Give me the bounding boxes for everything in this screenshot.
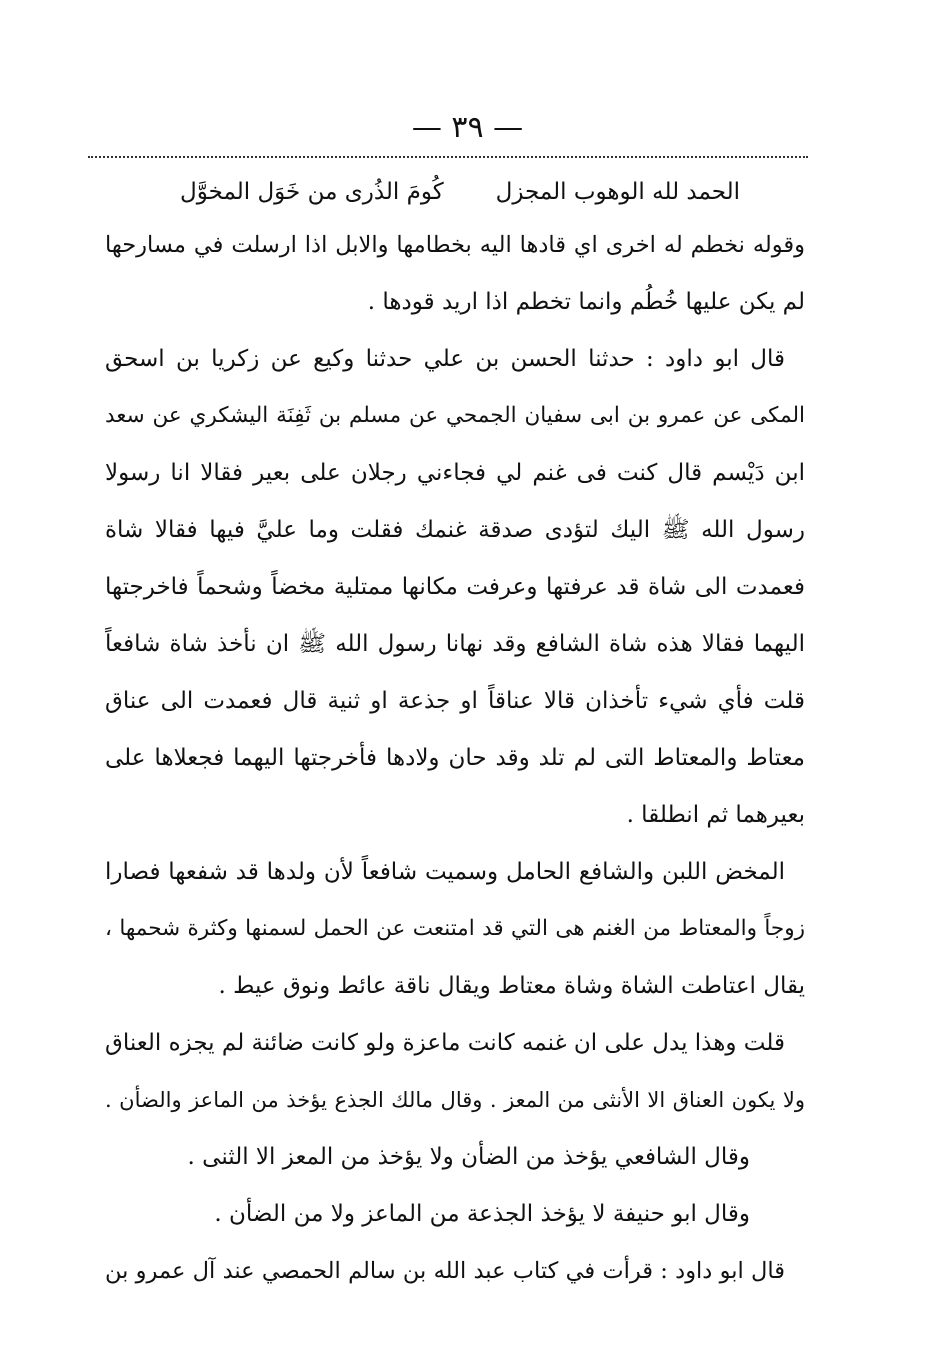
text-line: يقال اعتاطت الشاة وشاة معتاط ويقال ناقة عائط ونوق عيط .: [218, 973, 805, 999]
text-line: المكى عن عمرو بن ابى سفيان الجمحي عن مسلم بن ثَفِنَة اليشكري عن سعد: [105, 403, 805, 428]
text-line: رسول الله ﷺ اليك لتؤدى صدقة غنمك فقلت وما عليَّ فيها فقالا شاة: [105, 517, 805, 543]
text-line: زوجاً والمعتاط من الغنم هى التي قد امتنعت عن الحمل لسمنها وكثرة شحمها ،: [105, 916, 805, 941]
text-line: وقال ابو حنيفة لا يؤخذ الجذعة من الماعز ولا من الضأن .: [214, 1201, 750, 1227]
text-line: اليهما فقالا هذه شاة الشافع وقد نهانا رسول الله ﷺ ان نأخذ شاة شافعاً: [105, 631, 805, 657]
verse-first-hemistich: الحمد لله الوهوب المجزل: [495, 179, 740, 205]
text-line: ابن دَيْسم قال كنت فى غنم لي فجاءني رجلان على بعير فقالا انا رسولا: [105, 460, 805, 486]
text-line: معتاط والمعتاط التى لم تلد وقد حان ولادها فأخرجتها اليهما فجعلاها على: [105, 745, 805, 771]
text-line: قال ابو داود : قرأت في كتاب عبد الله بن سالم الحمصي عند آل عمرو بن: [105, 1258, 785, 1284]
text-line: وقوله نخطم له اخرى اي قادها اليه بخطامها والابل اذا ارسلت في مسارحها: [105, 232, 805, 258]
text-line: بعيرهما ثم انطلقا .: [626, 802, 805, 828]
text-line: لم يكن عليها خُطُم وانما تخطم اذا اريد قودها .: [367, 289, 805, 315]
text-line: قلت وهذا يدل على ان غنمه كانت ماعزة ولو كانت ضائنة لم يجزه العناق: [105, 1030, 785, 1056]
text-line: وقال الشافعي يؤخذ من الضأن ولا يؤخذ من المعز الا الثنى .: [187, 1144, 750, 1170]
header-rule: [88, 156, 808, 158]
verse-second-hemistich: كُومَ الذُرى من خَوَل المخوَّل: [180, 179, 444, 205]
text-line: قلت فأي شيء تأخذان قالا عناقاً او جذعة او ثنية قال فعمدت الى عناق: [105, 688, 805, 714]
page-number: — ٣٩ —: [411, 110, 524, 145]
poetry-verse: [180, 172, 740, 212]
text-line: المخض اللبن والشافع الحامل وسميت شافعاً لأن ولدها قد شفعها فصارا: [105, 859, 785, 885]
text-line: ولا يكون العناق الا الأنثى من المعز . وقال مالك الجذع يؤخذ من الماعز والضأن .: [105, 1088, 805, 1112]
text-line: فعمدت الى شاة قد عرفتها وعرفت مكانها ممتلية مخضاً وشحماً فاخرجتها: [105, 574, 805, 600]
text-line: قال ابو داود : حدثنا الحسن بن علي حدثنا وكيع عن زكريا بن اسحق: [105, 346, 785, 372]
